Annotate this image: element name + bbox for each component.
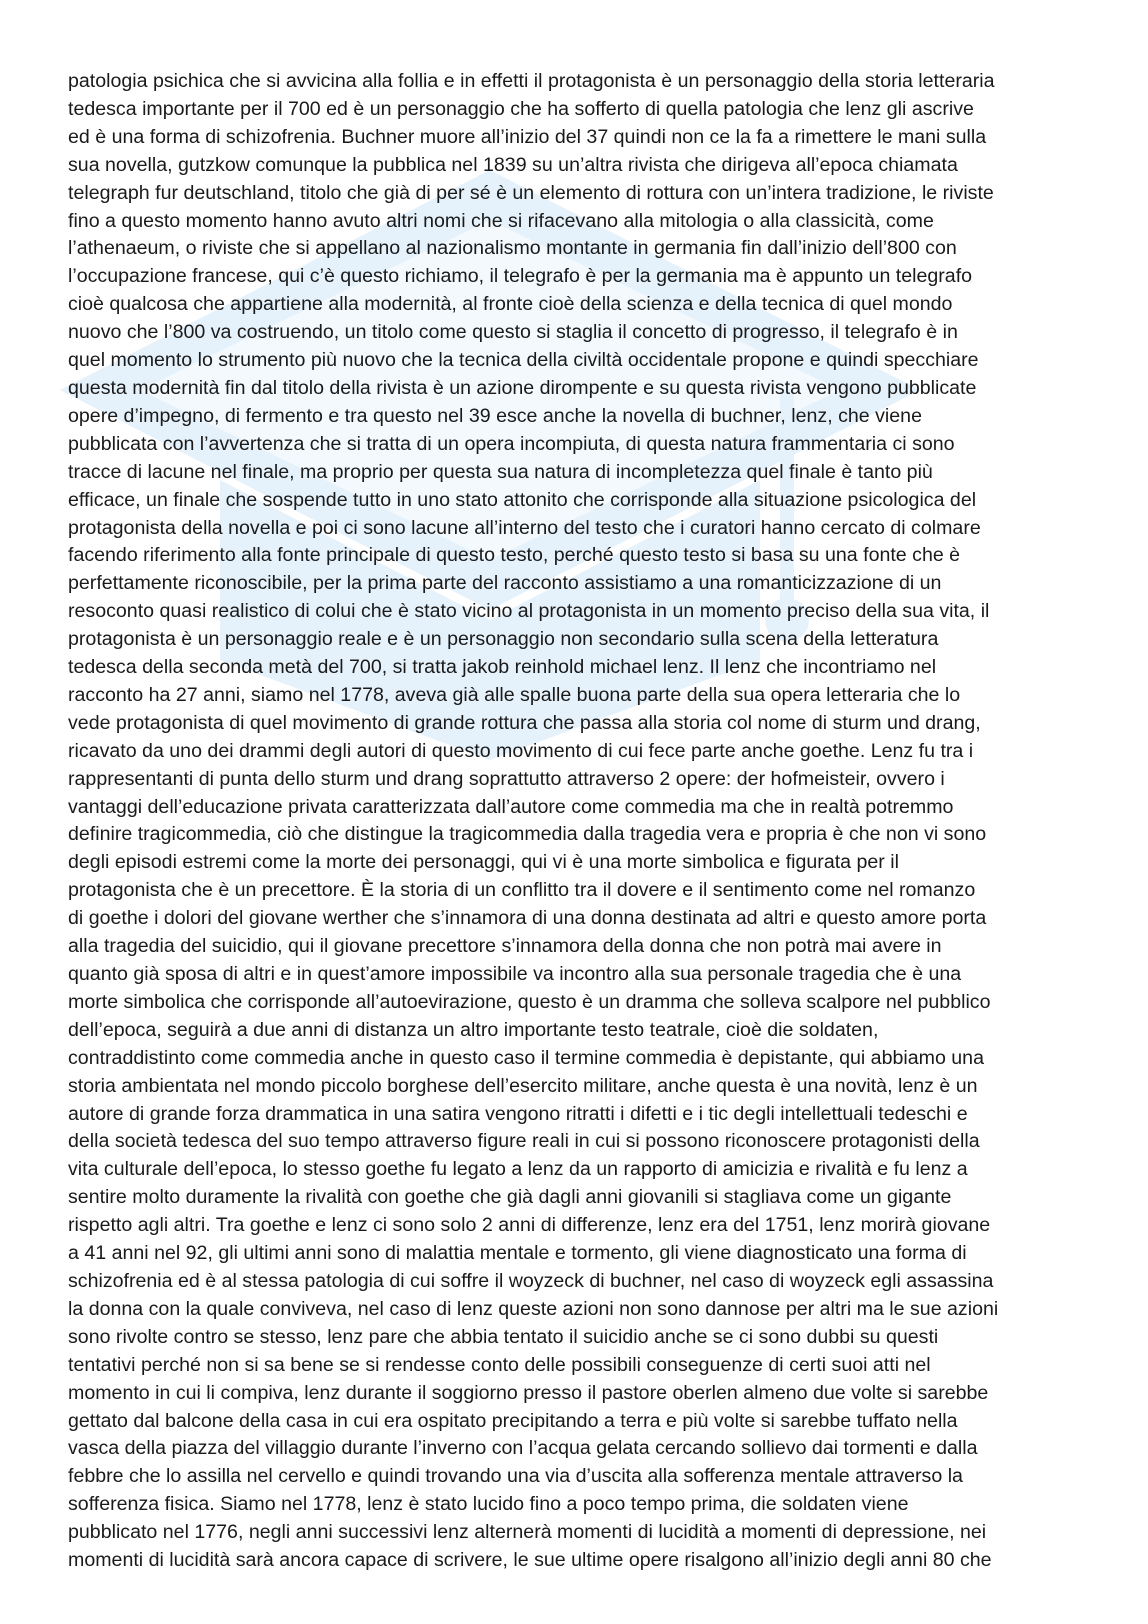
text-line: sono rivolte contro se stesso, lenz pare che abbia tentato il suicidio anche se ci sono dubbi su questi xyxy=(68,1325,939,1348)
text-line: ed è una forma di schizofrenia. Buchner muore all’inizio del 37 quindi non ce la fa a rimettere le mani sulla xyxy=(68,125,987,148)
text-line: rappresentanti di punta dello sturm und drang soprattutto attraverso 2 opere: der hofmeisteir, ovvero i xyxy=(68,767,945,790)
text-line: autore di grande forza drammatica in una satira vengono ritratti i difetti e i tic degli intellettuali tedeschi e xyxy=(68,1102,968,1125)
text-line: cioè qualcosa che appartiene alla modernità, al fronte cioè della scienza e della tecnica di quel mondo xyxy=(68,293,953,316)
text-line: storia ambientata nel mondo piccolo borghese dell’esercito militare, anche questa è una novità, lenz è un xyxy=(68,1074,978,1097)
text-line: facendo riferimento alla fonte principale di questo testo, perché questo testo si basa su una fonte che è xyxy=(68,544,961,567)
text-line: momento in cui li compiva, lenz durante il soggiorno presso il pastore oberlen almeno due volte si sarebbe xyxy=(68,1381,989,1404)
text-line: l’athenaeum, o riviste che si appellano al nazionalismo montante in germania fin dall’inizio dell’800 con xyxy=(68,237,957,260)
text-line: gettato dal balcone della casa in cui era ospitato precipitando a terra e più volte si sarebbe tuffato nella xyxy=(68,1409,958,1432)
text-line: vede protagonista di quel movimento di grande rottura che passa alla storia col nome di sturm und drang, xyxy=(68,711,981,734)
text-line: tedesca della seconda metà del 700, si tratta jakob reinhold michael lenz. Il lenz che incontriamo nel xyxy=(68,656,937,679)
body-text xyxy=(68,68,1092,1575)
text-line: questa modernità fin dal titolo della rivista è un azione dirompente e su questa rivista vengono pubblicate xyxy=(68,376,977,399)
text-line: momenti di lucidità sarà ancora capace di scrivere, le sue ultime opere risalgono all’inizio degli anni 80 che xyxy=(68,1549,992,1572)
text-line: dell’epoca, seguirà a due anni di distanza un altro importante testo teatrale, cioè die soldaten, xyxy=(68,1018,879,1041)
text-line: fino a questo momento hanno avuto altri nomi che si rifacevano alla mitologia o alla classicità, come xyxy=(68,209,934,232)
text-line: patologia psichica che si avvicina alla follia e in effetti il protagonista è un personaggio della storia letteraria xyxy=(68,70,995,92)
text-line: protagonista è un personaggio reale e è un personaggio non secondario sulla scena della letteratura xyxy=(68,628,939,651)
text-line: contraddistinto come commedia anche in questo caso il termine commedia è depistante, qui abbiamo una xyxy=(68,1046,984,1069)
text-line: vasca della piazza del villaggio durante l’inverno con l’acqua gelata cercando sollievo dai tormenti e dalla xyxy=(68,1437,978,1460)
text-line: telegraph fur deutschland, titolo che già di per sé è un elemento di rottura con un’intera tradizione, le riviste xyxy=(68,181,994,204)
text-line: di goethe i dolori del giovane werther che s’innamora di una donna destinata ad altri e questo amore porta xyxy=(68,907,987,930)
text-line: sofferenza fisica. Siamo nel 1778, lenz è stato lucido fino a poco tempo prima, die soldaten viene xyxy=(68,1493,909,1516)
text-line: pubblicato nel 1776, negli anni successivi lenz alternerà momenti di lucidità a momenti di depressione, nei xyxy=(68,1521,987,1544)
text-line: resoconto quasi realistico di colui che è stato vicino al protagonista in un momento preciso della sua vita, il xyxy=(68,600,990,623)
text-line: tentativi perché non si sa bene se si rendesse conto delle possibili conseguenze di certi suoi atti nel xyxy=(68,1353,931,1376)
text-line: rispetto agli altri. Tra goethe e lenz ci sono solo 2 anni di differenze, lenz era del 1751, lenz morirà giovane xyxy=(68,1214,991,1237)
text-line: degli episodi estremi come la morte dei personaggi, qui vi è una morte simbolica e figurata per il xyxy=(68,851,899,874)
text-line: tracce di lacune nel finale, ma proprio per questa sua natura di incompletezza quel finale è tanto più xyxy=(68,460,933,483)
text-line: vita culturale dell’epoca, lo stesso goethe fu legato a lenz da un rapporto di amicizia e rivalità e fu lenz a xyxy=(68,1158,968,1181)
text-line: alla tragedia del suicidio, qui il giovane precettore s’innamora della donna che non potrà mai avere in xyxy=(68,935,942,958)
text-line: quanto già sposa di altri e in quest’amore impossibile va incontro alla sua personale tragedia che è una xyxy=(68,963,962,985)
text-line: opere d’impegno, di fermento e tra questo nel 39 esce anche la novella di buchner, lenz, che viene xyxy=(68,404,922,427)
text-line: quel momento lo strumento più nuovo che la tecnica della civiltà occidentale propone e quindi specchiare xyxy=(68,349,979,372)
text-line: vantaggi dell’educazione privata caratterizzata dall’autore come commedia ma che in realtà potremmo xyxy=(68,795,954,818)
text-line: l’occupazione francese, qui c’è questo richiamo, il telegrafo è per la germania ma è appunto un telegrafo xyxy=(68,265,973,288)
text-line: schizofrenia ed è al stessa patologia di cui soffre il woyzeck di buchner, nel caso di woyzeck egli assassina xyxy=(68,1269,994,1292)
text-line: nuovo che l’800 va costruendo, un titolo come questo si staglia il concetto di progresso, il telegrafo è in xyxy=(68,321,958,344)
text-line: tedesca importante per il 700 ed è un personaggio che ha sofferto di quella patologia che lenz gli ascrive xyxy=(68,97,974,120)
text-line: definire tragicommedia, ciò che distingue la tragicommedia dalla tragedia vera e propria è che non vi sono xyxy=(68,823,987,846)
text-line: efficace, un finale che sospende tutto in uno stato attonito che corrisponde alla situazione psicologica del xyxy=(68,488,977,511)
text-line: sentire molto duramente la rivalità con goethe che già dagli anni giovanili si stagliava come un gigante xyxy=(68,1186,952,1209)
text-line: racconto ha 27 anni, siamo nel 1778, aveva già alle spalle buona parte della sua opera letteraria che lo xyxy=(68,683,961,706)
text-line: protagonista che è un precettore. È la storia di un conflitto tra il dovere e il sentimento come nel romanzo xyxy=(68,879,976,902)
text-line: ricavato da uno dei drammi degli autori di questo movimento di cui fece parte anche goethe. Lenz fu tra i xyxy=(68,739,974,762)
text-line: morte simbolica che corrisponde all’autoevirazione, questo è un dramma che solleva scalpore nel pubblico xyxy=(68,990,991,1013)
text-line: protagonista della novella e poi ci sono lacune all’interno del testo che i curatori hanno cercato di colmare xyxy=(68,516,981,539)
text-line: la donna con la quale conviveva, nel caso di lenz queste azioni non sono dannose per altri ma le sue azioni xyxy=(68,1297,999,1320)
text-line: della società tedesca del suo tempo attraverso figure reali in cui si possono riconoscere protagonisti della xyxy=(68,1130,980,1153)
text-line: pubblicata con l’avvertenza che si tratta di un opera incompiuta, di questa natura frammentaria ci sono xyxy=(68,432,955,455)
text-line: perfettamente riconoscibile, per la prima parte del racconto assistiamo a una romanticizzazione di un xyxy=(68,572,942,595)
text-line: a 41 anni nel 92, gli ultimi anni sono di malattia mentale e tormento, gli viene diagnosticato una forma di xyxy=(68,1242,967,1265)
text-line: sua novella, gutzkow comunque la pubblica nel 1839 su un’altra rivista che dirigeva all’epoca chiamata xyxy=(68,153,958,176)
text-line: febbre che lo assilla nel cervello e quindi trovando una via d’uscita alla sofferenza mentale attraverso la xyxy=(68,1465,963,1488)
